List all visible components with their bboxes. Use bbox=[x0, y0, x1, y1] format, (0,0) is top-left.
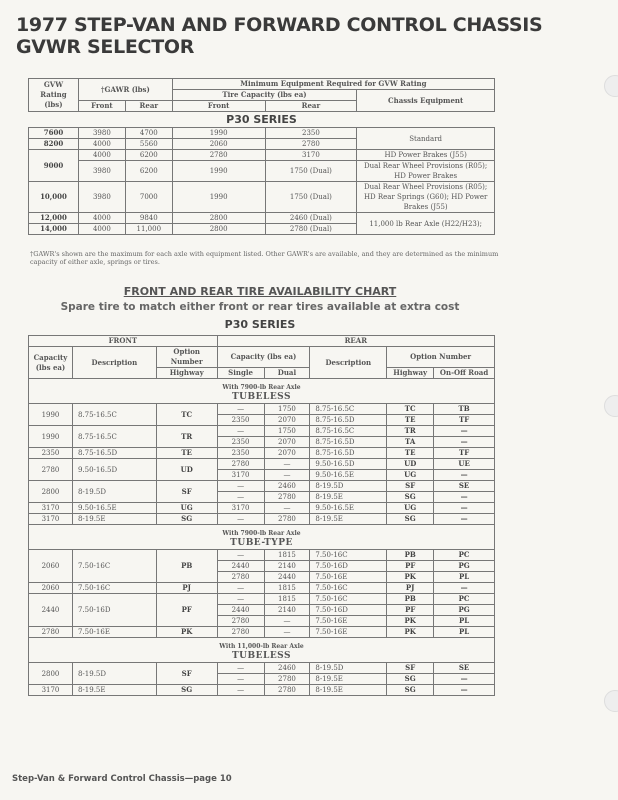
cell: 2780 bbox=[172, 150, 265, 161]
rear-description-cell: 8.75-16.5D bbox=[310, 415, 387, 426]
header-gawr-rear: Rear bbox=[125, 101, 172, 112]
rear-on-off-road-option-cell: — bbox=[434, 503, 495, 514]
front-highway-option-cell: PJ bbox=[156, 583, 217, 594]
header-rear-capacity: Capacity (lbs ea) bbox=[217, 347, 310, 368]
binder-hole bbox=[604, 395, 618, 417]
rear-single-cell: — bbox=[217, 492, 264, 503]
rear-highway-option-cell: PK bbox=[387, 616, 434, 627]
header-dual: Dual bbox=[264, 368, 310, 379]
rear-highway-option-cell: TA bbox=[387, 437, 434, 448]
gvw-cell: 10,000 bbox=[29, 182, 79, 213]
front-highway-option-cell: PK bbox=[156, 627, 217, 638]
rear-dual-cell: 2780 bbox=[264, 685, 310, 696]
rear-description-cell: 8.75-16.5D bbox=[310, 448, 387, 459]
front-description-cell: 9.50-16.5E bbox=[72, 503, 156, 514]
table-row bbox=[29, 426, 495, 437]
rear-dual-cell: 2140 bbox=[264, 561, 310, 572]
rear-highway-option-cell: TE bbox=[387, 448, 434, 459]
rear-highway-option-cell: SF bbox=[387, 663, 434, 674]
cell: 2800 bbox=[172, 224, 265, 235]
front-description-cell: 7.50-16D bbox=[72, 594, 156, 627]
rear-description-cell: 8-19.5E bbox=[310, 492, 387, 503]
rear-dual-cell: 2070 bbox=[264, 448, 310, 459]
rear-single-cell: — bbox=[217, 481, 264, 492]
rear-highway-option-cell: SG bbox=[387, 674, 434, 685]
front-highway-option-cell: SF bbox=[156, 663, 217, 685]
front-description-cell: 8-19.5E bbox=[72, 514, 156, 525]
rear-single-cell: 2780 bbox=[217, 459, 264, 470]
rear-highway-option-cell: TC bbox=[387, 404, 434, 415]
rear-on-off-road-option-cell: SE bbox=[434, 481, 495, 492]
rear-highway-option-cell: TR bbox=[387, 426, 434, 437]
front-description-cell: 7.50-16C bbox=[72, 583, 156, 594]
gvw-cell: 9000 bbox=[29, 150, 79, 182]
cell: 2780 (Dual) bbox=[265, 224, 357, 235]
rear-on-off-road-option-cell: — bbox=[434, 685, 495, 696]
rear-on-off-road-option-cell: PL bbox=[434, 616, 495, 627]
page-footer: Step-Van & Forward Control Chassis—page 10 bbox=[12, 774, 232, 784]
rear-highway-option-cell: UG bbox=[387, 503, 434, 514]
rear-description-cell: 7.50-16E bbox=[310, 572, 387, 583]
binder-hole bbox=[604, 75, 618, 97]
front-highway-option-cell: TR bbox=[156, 426, 217, 448]
rear-highway-option-cell: PB bbox=[387, 550, 434, 561]
gvw-cell: 8200 bbox=[29, 139, 79, 150]
front-description-cell: 8.75-16.5D bbox=[72, 448, 156, 459]
rear-dual-cell: 2780 bbox=[264, 674, 310, 685]
rear-dual-cell: — bbox=[264, 459, 310, 470]
cell: 4000 bbox=[78, 213, 125, 224]
front-highway-option-cell: SF bbox=[156, 481, 217, 503]
header-rear-option-number: Option Number bbox=[387, 347, 495, 368]
front-description-cell: 7.50-16E bbox=[72, 627, 156, 638]
equipment-cell: Dual Rear Wheel Provisions (R05); HD Rear Springs (G60); HD Power Brakes (J55) bbox=[357, 182, 495, 213]
rear-description-cell: 7.50-16E bbox=[310, 616, 387, 627]
front-highway-option-cell: TE bbox=[156, 448, 217, 459]
front-description-cell: 8-19.5D bbox=[72, 481, 156, 503]
tire-availability-table bbox=[28, 335, 495, 696]
rear-dual-cell: 1750 bbox=[264, 404, 310, 415]
rear-highway-option-cell: PK bbox=[387, 572, 434, 583]
rear-description-cell: 8.75-16.5C bbox=[310, 426, 387, 437]
table-row bbox=[29, 663, 495, 674]
rear-single-cell: — bbox=[217, 426, 264, 437]
section-header bbox=[29, 379, 495, 404]
page-title: 1977 STEP-VAN AND FORWARD CONTROL CHASSIS bbox=[16, 14, 543, 36]
rear-single-cell: — bbox=[217, 663, 264, 674]
front-highway-option-cell: PB bbox=[156, 550, 217, 583]
header-single: Single bbox=[217, 368, 264, 379]
front-description-cell: 7.50-16C bbox=[72, 550, 156, 583]
header-front: FRONT bbox=[29, 336, 218, 347]
rear-on-off-road-option-cell: — bbox=[434, 426, 495, 437]
rear-single-cell: 2440 bbox=[217, 561, 264, 572]
rear-single-cell: 2440 bbox=[217, 605, 264, 616]
rear-on-off-road-option-cell: PG bbox=[434, 605, 495, 616]
table-row bbox=[29, 685, 495, 696]
cell: 2060 bbox=[172, 139, 265, 150]
header-tire-rear: Rear bbox=[265, 101, 357, 112]
table-row bbox=[29, 503, 495, 514]
binder-hole bbox=[604, 690, 618, 712]
front-capacity-cell: 3170 bbox=[29, 503, 73, 514]
cell: 11,000 bbox=[125, 224, 172, 235]
cell: 1750 (Dual) bbox=[265, 182, 357, 213]
rear-single-cell: 3170 bbox=[217, 470, 264, 481]
series-heading: P30 SERIES bbox=[226, 113, 297, 126]
cell: 4000 bbox=[78, 139, 125, 150]
rear-dual-cell: — bbox=[264, 627, 310, 638]
rear-dual-cell: 1815 bbox=[264, 594, 310, 605]
rear-single-cell: 3170 bbox=[217, 503, 264, 514]
section-header-row bbox=[29, 638, 495, 663]
gvw-cell: 7600 bbox=[29, 128, 79, 139]
tire-type: TUBELESS bbox=[231, 392, 291, 402]
header-rear: REAR bbox=[217, 336, 494, 347]
table-row bbox=[29, 514, 495, 525]
rear-on-off-road-option-cell: PC bbox=[434, 550, 495, 561]
rear-single-cell: — bbox=[217, 594, 264, 605]
cell: 6200 bbox=[125, 161, 172, 182]
cell: 6200 bbox=[125, 150, 172, 161]
page-subtitle: GVWR SELECTOR bbox=[16, 36, 195, 58]
front-capacity-cell: 2350 bbox=[29, 448, 73, 459]
rear-description-cell: 7.50-16D bbox=[310, 561, 387, 572]
rear-on-off-road-option-cell: PC bbox=[434, 594, 495, 605]
rear-highway-option-cell: SG bbox=[387, 514, 434, 525]
rear-on-off-road-option-cell: SE bbox=[434, 663, 495, 674]
front-capacity-cell: 2060 bbox=[29, 550, 73, 583]
front-capacity-cell: 1990 bbox=[29, 426, 73, 448]
rear-on-off-road-option-cell: — bbox=[434, 492, 495, 503]
rear-description-cell: 7.50-16C bbox=[310, 594, 387, 605]
rear-description-cell: 7.50-16C bbox=[310, 583, 387, 594]
axle-note: With 11,000-lb Rear Axle bbox=[219, 643, 304, 650]
front-capacity-cell: 2800 bbox=[29, 481, 73, 503]
rear-description-cell: 8-19.5D bbox=[310, 663, 387, 674]
gawr-footnote: †GAWR's shown are the maximum for each axle with equipment listed. Other GAWR's are available, and they are determined as the minimum capacity of either axle, springs or tires. bbox=[30, 250, 499, 266]
gvwr-selector-table bbox=[28, 78, 495, 235]
rear-description-cell: 7.50-16E bbox=[310, 627, 387, 638]
axle-note: With 7900-lb Rear Axle bbox=[222, 530, 301, 537]
rear-description-cell: 8-19.5E bbox=[310, 685, 387, 696]
table-row bbox=[29, 448, 495, 459]
gvw-cell: 12,000 bbox=[29, 213, 79, 224]
cell: 2350 bbox=[265, 128, 357, 139]
table-row bbox=[29, 128, 495, 139]
rear-highway-option-cell: PK bbox=[387, 627, 434, 638]
section-header bbox=[29, 525, 495, 550]
rear-on-off-road-option-cell: PG bbox=[434, 561, 495, 572]
header-gawr-front: Front bbox=[78, 101, 125, 112]
cell: 4000 bbox=[78, 150, 125, 161]
equipment-cell: 11,000 lb Rear Axle (H22/H23); bbox=[357, 213, 495, 235]
header-tire-front: Front bbox=[172, 101, 265, 112]
table-row bbox=[29, 213, 495, 224]
cell: 7000 bbox=[125, 182, 172, 213]
rear-description-cell: 9.50-16.5E bbox=[310, 470, 387, 481]
equipment-cell: HD Power Brakes (J55) bbox=[357, 150, 495, 161]
rear-description-cell: 7.50-16C bbox=[310, 550, 387, 561]
rear-on-off-road-option-cell: PL bbox=[434, 572, 495, 583]
rear-dual-cell: 1750 bbox=[264, 426, 310, 437]
header-min-equipment: Minimum Equipment Required for GVW Rating bbox=[172, 79, 494, 90]
header-highway: Highway bbox=[156, 368, 217, 379]
rear-on-off-road-option-cell: — bbox=[434, 583, 495, 594]
front-description-cell: 8-19.5E bbox=[72, 685, 156, 696]
front-highway-option-cell: PF bbox=[156, 594, 217, 627]
rear-description-cell: 8-19.5E bbox=[310, 514, 387, 525]
front-capacity-cell: 3170 bbox=[29, 514, 73, 525]
tire-chart-title: FRONT AND REAR TIRE AVAILABILITY CHART bbox=[123, 285, 397, 298]
rear-single-cell: 2350 bbox=[217, 448, 264, 459]
rear-dual-cell: 1815 bbox=[264, 550, 310, 561]
header-gawr: †GAWR (lbs) bbox=[78, 79, 172, 101]
rear-on-off-road-option-cell: UE bbox=[434, 459, 495, 470]
front-highway-option-cell: UG bbox=[156, 503, 217, 514]
rear-description-cell: 9.50-16.5D bbox=[310, 459, 387, 470]
rear-single-cell: 2350 bbox=[217, 437, 264, 448]
header-capacity: Capacity (lbs ea) bbox=[29, 347, 73, 379]
rear-on-off-road-option-cell: — bbox=[434, 437, 495, 448]
cell: 4000 bbox=[78, 224, 125, 235]
front-description-cell: 8.75-16.5C bbox=[72, 404, 156, 426]
cell: 1990 bbox=[172, 182, 265, 213]
rear-dual-cell: — bbox=[264, 503, 310, 514]
table-row bbox=[29, 594, 495, 605]
rear-dual-cell: 2780 bbox=[264, 514, 310, 525]
cell: 9840 bbox=[125, 213, 172, 224]
rear-dual-cell: 2070 bbox=[264, 437, 310, 448]
rear-description-cell: 8-19.5E bbox=[310, 674, 387, 685]
cell: 2780 bbox=[265, 139, 357, 150]
rear-dual-cell: 2460 bbox=[264, 663, 310, 674]
front-capacity-cell: 1990 bbox=[29, 404, 73, 426]
header-rear-highway: Highway bbox=[387, 368, 434, 379]
rear-highway-option-cell: SG bbox=[387, 685, 434, 696]
rear-single-cell: — bbox=[217, 685, 264, 696]
rear-dual-cell: 1815 bbox=[264, 583, 310, 594]
rear-on-off-road-option-cell: — bbox=[434, 674, 495, 685]
cell: 4700 bbox=[125, 128, 172, 139]
rear-highway-option-cell: PB bbox=[387, 594, 434, 605]
rear-single-cell: 2780 bbox=[217, 572, 264, 583]
front-highway-option-cell: TC bbox=[156, 404, 217, 426]
front-capacity-cell: 2440 bbox=[29, 594, 73, 627]
rear-single-cell: 2780 bbox=[217, 616, 264, 627]
table-row bbox=[29, 550, 495, 561]
cell: 1990 bbox=[172, 128, 265, 139]
rear-description-cell: 8.75-16.5C bbox=[310, 404, 387, 415]
rear-highway-option-cell: PF bbox=[387, 605, 434, 616]
front-highway-option-cell: SG bbox=[156, 514, 217, 525]
rear-single-cell: — bbox=[217, 674, 264, 685]
rear-highway-option-cell: SG bbox=[387, 492, 434, 503]
table-row bbox=[29, 404, 495, 415]
rear-single-cell: — bbox=[217, 583, 264, 594]
section-header bbox=[29, 638, 495, 663]
rear-highway-option-cell: PJ bbox=[387, 583, 434, 594]
rear-single-cell: 2780 bbox=[217, 627, 264, 638]
rear-single-cell: — bbox=[217, 514, 264, 525]
rear-on-off-road-option-cell: PL bbox=[434, 627, 495, 638]
front-capacity-cell: 2780 bbox=[29, 627, 73, 638]
rear-highway-option-cell: SF bbox=[387, 481, 434, 492]
header-gvw: GVW Rating (lbs) bbox=[29, 79, 79, 112]
header-description: Description bbox=[72, 347, 156, 379]
cell: 3980 bbox=[78, 128, 125, 139]
rear-description-cell: 9.50-16.5E bbox=[310, 503, 387, 514]
cell: 3170 bbox=[265, 150, 357, 161]
cell: 1750 (Dual) bbox=[265, 161, 357, 182]
rear-highway-option-cell: PF bbox=[387, 561, 434, 572]
rear-dual-cell: 2780 bbox=[264, 492, 310, 503]
axle-note: With 7900-lb Rear Axle bbox=[222, 384, 301, 391]
table-row bbox=[29, 150, 495, 161]
header-chassis-equipment: Chassis Equipment bbox=[357, 90, 495, 112]
rear-description-cell: 7.50-16D bbox=[310, 605, 387, 616]
front-highway-option-cell: SG bbox=[156, 685, 217, 696]
rear-dual-cell: 2440 bbox=[264, 572, 310, 583]
tire-chart-subtitle: Spare tire to match either front or rear tires available at extra cost bbox=[60, 301, 460, 313]
rear-dual-cell: — bbox=[264, 470, 310, 481]
equipment-cell: Standard bbox=[357, 128, 495, 150]
table-row bbox=[29, 182, 495, 213]
front-description-cell: 8.75-16.5C bbox=[72, 426, 156, 448]
header-on-off-road: On-Off Road bbox=[434, 368, 495, 379]
rear-dual-cell: 2460 bbox=[264, 481, 310, 492]
section-header-row bbox=[29, 525, 495, 550]
front-capacity-cell: 3170 bbox=[29, 685, 73, 696]
rear-highway-option-cell: UG bbox=[387, 470, 434, 481]
front-capacity-cell: 2060 bbox=[29, 583, 73, 594]
table-row bbox=[29, 481, 495, 492]
cell: 5560 bbox=[125, 139, 172, 150]
table-row bbox=[29, 583, 495, 594]
table-row bbox=[29, 161, 495, 182]
rear-highway-option-cell: TE bbox=[387, 415, 434, 426]
tire-chart-series: P30 SERIES bbox=[224, 318, 296, 331]
table-row bbox=[29, 627, 495, 638]
rear-dual-cell: 2070 bbox=[264, 415, 310, 426]
header-rear-description: Description bbox=[310, 347, 387, 379]
section-header-row bbox=[29, 379, 495, 404]
tire-type: TUBE-TYPE bbox=[230, 538, 293, 548]
cell: 1990 bbox=[172, 161, 265, 182]
rear-on-off-road-option-cell: TF bbox=[434, 448, 495, 459]
header-option-number: Option Number bbox=[156, 347, 217, 368]
front-description-cell: 9.50-16.5D bbox=[72, 459, 156, 481]
equipment-cell: Dual Rear Wheel Provisions (R05); HD Power Brakes bbox=[357, 161, 495, 182]
table-row bbox=[29, 459, 495, 470]
cell: 3980 bbox=[78, 161, 125, 182]
gvw-cell: 14,000 bbox=[29, 224, 79, 235]
tire-type: TUBELESS bbox=[231, 651, 291, 661]
rear-highway-option-cell: UD bbox=[387, 459, 434, 470]
front-highway-option-cell: UD bbox=[156, 459, 217, 481]
cell: 2460 (Dual) bbox=[265, 213, 357, 224]
rear-dual-cell: 2140 bbox=[264, 605, 310, 616]
rear-on-off-road-option-cell: — bbox=[434, 470, 495, 481]
rear-on-off-road-option-cell: TF bbox=[434, 415, 495, 426]
rear-single-cell: 2350 bbox=[217, 415, 264, 426]
rear-description-cell: 8.75-16.5D bbox=[310, 437, 387, 448]
rear-on-off-road-option-cell: — bbox=[434, 514, 495, 525]
rear-single-cell: — bbox=[217, 404, 264, 415]
cell: 2800 bbox=[172, 213, 265, 224]
header-tire-capacity: Tire Capacity (lbs ea) bbox=[172, 90, 357, 101]
front-capacity-cell: 2780 bbox=[29, 459, 73, 481]
rear-description-cell: 8-19.5D bbox=[310, 481, 387, 492]
cell: 3980 bbox=[78, 182, 125, 213]
front-description-cell: 8-19.5D bbox=[72, 663, 156, 685]
rear-on-off-road-option-cell: TB bbox=[434, 404, 495, 415]
rear-dual-cell: — bbox=[264, 616, 310, 627]
rear-single-cell: — bbox=[217, 550, 264, 561]
front-capacity-cell: 2800 bbox=[29, 663, 73, 685]
